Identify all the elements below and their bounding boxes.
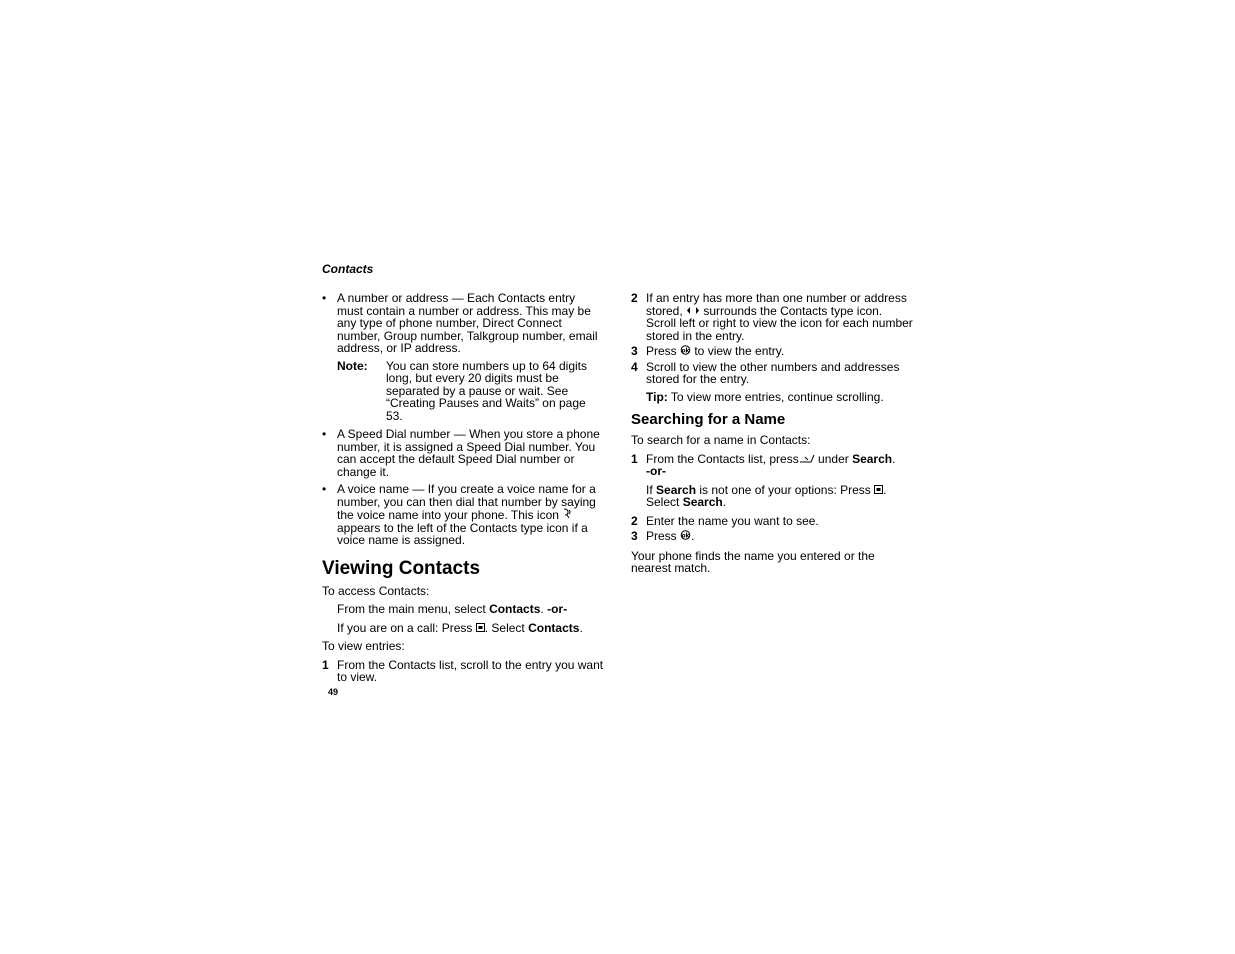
bullet-dot: • xyxy=(322,291,327,305)
menu-key-icon xyxy=(476,622,485,635)
search-label: Search xyxy=(682,495,723,509)
step-text: From the Contacts list, scroll to the entry you want to view. xyxy=(337,657,604,684)
step-number: 2 xyxy=(631,291,638,305)
note-text: You can store numbers up to 64 digits long, but every 20 digits must be separated by a pause or wait. See “Creating Pauses and Waits” on page 53. xyxy=(386,358,588,423)
voice-name-icon xyxy=(562,508,572,522)
heading-viewing-contacts: Viewing Contacts xyxy=(322,557,481,579)
access-option-menu: From the main menu, select Contacts. -or- xyxy=(337,602,568,616)
left-column xyxy=(322,292,604,687)
step-number: 1 xyxy=(322,657,329,672)
bullet-speed-dial xyxy=(322,428,604,478)
tip-label: Tip: xyxy=(646,389,668,404)
page-number: 49 xyxy=(328,687,339,697)
or-label: -or- xyxy=(547,602,568,616)
contacts-label: Contacts xyxy=(489,602,541,616)
search-alternative: If Search is not one of your options: Press . Select Search. xyxy=(646,482,887,509)
step-number: 3 xyxy=(631,529,638,543)
right-column xyxy=(631,292,913,581)
contacts-label: Contacts xyxy=(528,620,580,635)
step-3: 3 Press ok to view the entry. xyxy=(631,344,785,358)
bullet-number-address xyxy=(322,292,604,355)
access-option-call: If you are on a call: Press . Select Contacts. xyxy=(337,620,583,635)
bullet-text: A voice name — If you create a voice name for a number, you can then dial that number by saying the voice name into your phone. This icon xyxy=(337,482,596,522)
bullet-text-cont: appears to the left of the Contacts type icon if a voice name is assigned. xyxy=(337,520,588,547)
step-number: 4 xyxy=(631,359,638,374)
step-1 xyxy=(322,659,604,684)
bullet-text: A number or address — Each Contacts entry must contain a number or address. This may be any type of phone number, Direct Connect number, Group number, Talkgroup number, email address, or IP address. xyxy=(337,291,598,355)
section-header: Contacts xyxy=(322,262,374,276)
tip xyxy=(631,391,913,404)
step-number: 3 xyxy=(631,344,638,358)
search-step-3: 3 Press ok . xyxy=(631,529,695,543)
search-result: Your phone finds the name you entered or the nearest match. xyxy=(631,548,875,575)
heading-searching-for-a-name: Searching for a Name xyxy=(631,411,786,428)
step-4 xyxy=(631,361,913,386)
step-text: Scroll to view the other numbers and addresses stored for the entry. xyxy=(646,359,900,386)
step-2: 2 If an entry has more than one number or address stored, surrounds the Contacts type icon. Scroll left or right to view the icon for each number stored in the entry. xyxy=(631,291,913,343)
menu-key-icon xyxy=(874,484,883,497)
bullet-dot: • xyxy=(322,427,327,441)
bullet-text: A Speed Dial number — When you store a phone number, it is assigned a Speed Dial number. You can accept the default Speed Dial number or change it. xyxy=(337,427,600,479)
bullet-dot: • xyxy=(322,482,327,496)
or-label: -or- xyxy=(646,464,666,478)
bullet-voice-name xyxy=(322,483,604,547)
step-text: Enter the name you want to see. xyxy=(646,513,819,528)
view-intro: To view entries: xyxy=(322,639,405,653)
search-intro: To search for a name in Contacts: xyxy=(631,433,811,447)
tip-text: To view more entries, continue scrolling. xyxy=(667,389,884,404)
search-step-1: 1 From the Contacts list, press under Search. -or- xyxy=(631,451,896,478)
step-number: 1 xyxy=(631,451,638,466)
note xyxy=(337,360,604,423)
note-label: Note: xyxy=(337,358,368,373)
step-number: 2 xyxy=(631,513,638,528)
search-label: Search xyxy=(852,451,893,466)
search-label: Search xyxy=(656,482,697,497)
ok-key-icon xyxy=(680,530,691,543)
svg-text:ok: ok xyxy=(681,347,690,355)
search-step-2 xyxy=(631,515,913,528)
softkey-icon xyxy=(799,453,815,466)
ok-key-icon xyxy=(680,345,691,358)
access-intro: To access Contacts: xyxy=(322,583,430,598)
svg-text:ok: ok xyxy=(681,532,690,540)
